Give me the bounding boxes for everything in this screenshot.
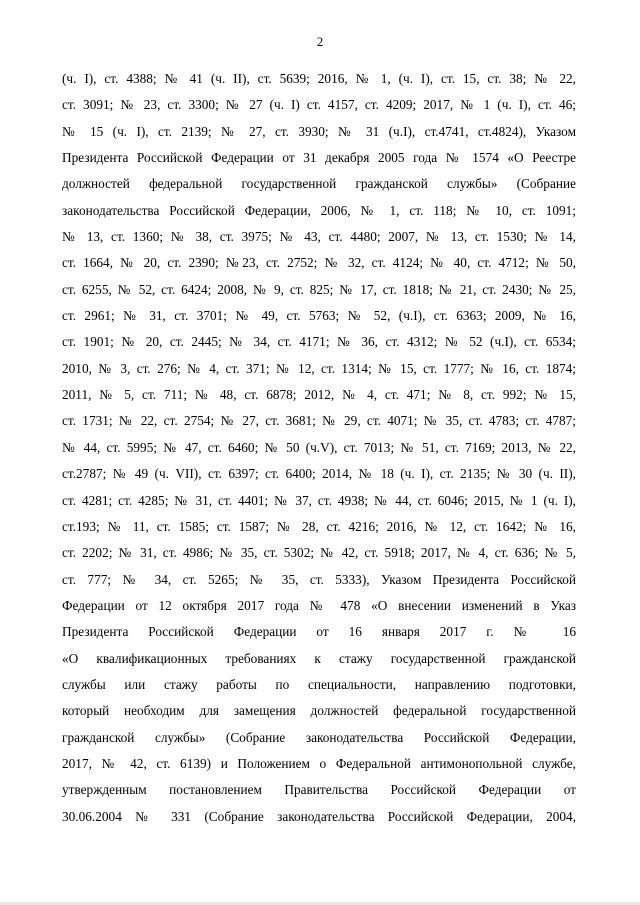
text-line: ст. 777; № 34, ст. 5265; № 35, ст. 5333), Указом Президента Российской [62, 571, 576, 587]
text-line: должностей федеральной государственной гражданской службы» (Собрание [62, 176, 576, 192]
text-line: ст. 2961; № 31, ст. 3701; № 49, ст. 5763; № 52, (ч.I), ст. 6363; 2009, № 16, [62, 308, 576, 324]
text-line: № 15 (ч. I), ст. 2139; № 27, ст. 3930; № 31 (ч.I), ст.4741, ст.4824), Указом [62, 123, 576, 139]
text-line: (ч. I), ст. 4388; № 41 (ч. II), ст. 5639; 2016, № 1, (ч. I), ст. 15, ст. 38; № 22, [62, 71, 576, 86]
text-line: ст. 4281; ст. 4285; № 31, ст. 4401; № 37, ст. 4938; № 44, ст. 6046; 2015, № 1 (ч. I), [62, 492, 576, 508]
text-line: утвержденным постановлением Правительства Российской Федерации от [62, 782, 576, 798]
text-line: ст.2787; № 49 (ч. VII), ст. 6397; ст. 6400; 2014, № 18 (ч. I), ст. 2135; № 30 (ч. II), [62, 466, 576, 482]
body-text [62, 66, 576, 830]
text-line: ст. 6255, № 52, ст. 6424; 2008, № 9, ст. 825; № 17, ст. 1818; № 21, ст. 2430; № 25, [62, 281, 576, 297]
text-line: который необходим для замещения должностей федеральной государственной [62, 703, 576, 719]
text-line: 2010, № 3, ст. 276; № 4, ст. 371; № 12, ст. 1314; № 15, ст. 1777; № 16, ст. 1874; [62, 360, 576, 376]
text-line: 30.06.2004 № 331 (Собрание законодательства Российской Федерации, 2004, [62, 808, 576, 824]
text-line: ст. 1731; № 22, ст. 2754; № 27, ст. 3681; № 29, ст. 4071; № 35, ст. 4783; ст. 4787; [62, 413, 576, 429]
page-number: 2 [316, 34, 324, 49]
text-line: № 13, ст. 1360; № 38, ст. 3975; № 43, ст. 4480; 2007, № 13, ст. 1530; № 14, [62, 229, 576, 245]
text-line: ст.193; № 11, ст. 1585; ст. 1587; № 28, ст. 4216; 2016, № 12, ст. 1642; № 16, [62, 518, 576, 534]
text-line: ст. 1901; № 20, ст. 2445; № 34, ст. 4171; № 36, ст. 4312; № 52 (ч.I), ст. 6534; [62, 334, 576, 350]
text-line: ст. 1664, № 20, ст. 2390; №23, ст. 2752; № 32, ст. 4124; № 40, ст. 4712; № 50, [62, 255, 576, 271]
text-line: № 44, ст. 5995; № 47, ст. 6460; № 50 (ч.V), ст. 7013; № 51, ст. 7169; 2013, № 22, [62, 439, 576, 455]
text-line: Федерации от 12 октября 2017 года № 478 «О внесении изменений в Указ [62, 597, 576, 613]
text-line: Президента Российской Федерации от 16 января 2017 г. № 16 [62, 624, 576, 640]
text-line: «О квалификационных требованиях к стажу государственной гражданской [62, 650, 576, 666]
text-line: гражданской службы» (Собрание законодательства Российской Федерации, [62, 729, 576, 745]
text-line: ст. 2202; № 31, ст. 4986; № 35, ст. 5302; № 42, ст. 5918; 2017, № 4, ст. 636; № 5, [62, 545, 576, 561]
text-line: 2017, № 42, ст. 6139) и Положением о Федеральной антимонопольной службе, [62, 755, 576, 771]
text-line: 2011, № 5, ст. 711; № 48, ст. 6878; 2012, № 4, ст. 471; № 8, ст. 992; № 15, [62, 387, 576, 403]
text-line: законодательства Российской Федерации, 2006, № 1, ст. 118; № 10, ст. 1091; [62, 202, 576, 218]
text-line: службы или стажу работы по специальности, направлению подготовки, [62, 676, 576, 692]
text-line: Президента Российской Федерации от 31 декабря 2005 года № 1574 «О Реестре [62, 150, 576, 166]
text-line: ст. 3091; № 23, ст. 3300; № 27 (ч. I) ст. 4157, ст. 4209; 2017, № 1 (ч. I), ст. 46; [62, 97, 576, 113]
